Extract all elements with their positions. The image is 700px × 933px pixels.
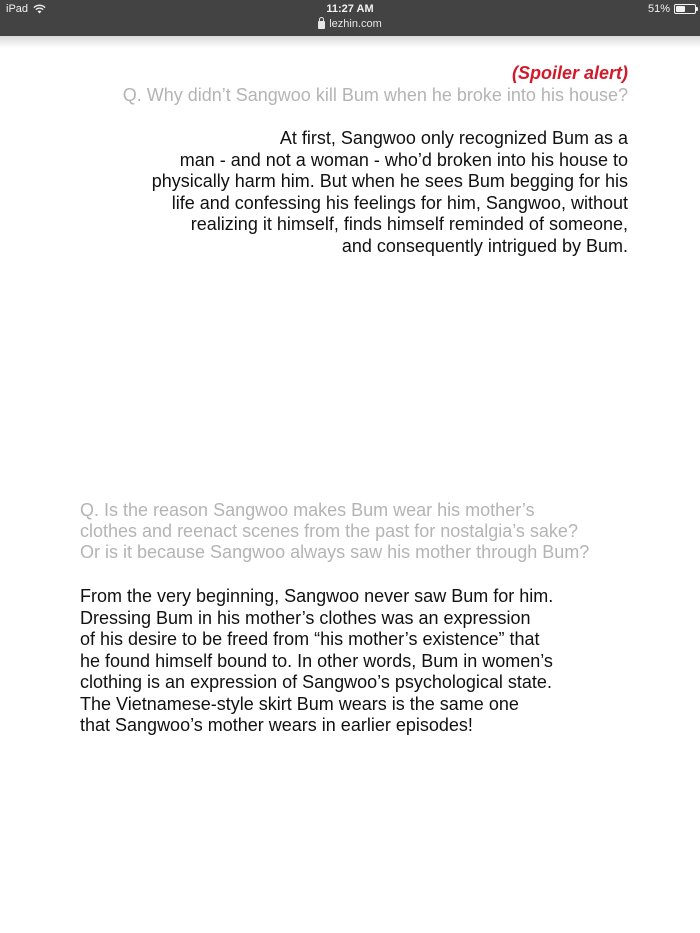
battery-fill bbox=[676, 6, 685, 12]
address-bar[interactable] bbox=[0, 18, 700, 30]
status-time: 11:27 AM bbox=[326, 3, 374, 15]
battery-icon bbox=[674, 4, 696, 14]
status-right bbox=[648, 3, 696, 15]
question-1: Q. Why didn’t Sangwoo kill Bum when he broke into his house? bbox=[122, 85, 628, 105]
battery-percent: 51% bbox=[647, 3, 670, 15]
toolbar-shadow bbox=[0, 36, 700, 48]
lock-icon bbox=[318, 21, 325, 29]
device-label: iPad bbox=[6, 3, 29, 15]
answer-1: At first, Sangwoo only recognized Bum as a man - and not a woman - who’d broken into his house to physically harm him. But when he sees Bum begging for his life and confessing his feelings for him, Sangwoo, without realizing it himself, finds himself reminded of someone, and consequently intrigued by Bum. bbox=[151, 128, 628, 256]
spoiler-alert-label: (Spoiler alert) bbox=[511, 63, 628, 83]
safari-top-bar bbox=[0, 0, 700, 36]
answer-2: From the very beginning, Sangwoo never saw Bum for him. Dressing Bum in his mother’s clothes was an expression of his desire to be freed from “his mother’s existence” that he found himself bound to. In other words, Bum in women’s clothing is an expression of Sangwoo’s psychological state. The Vietnamese-style skirt Bum wears is the same one that Sangwoo’s mother wears in earlier episodes! bbox=[80, 586, 554, 735]
address-url[interactable]: lezhin.com bbox=[329, 18, 382, 30]
question-2: Q. Is the reason Sangwoo makes Bum wear his mother’s clothes and reenact scenes from the past for nostalgia’s sake? Or is it because Sangwoo always saw his mother through Bum? bbox=[80, 500, 590, 562]
